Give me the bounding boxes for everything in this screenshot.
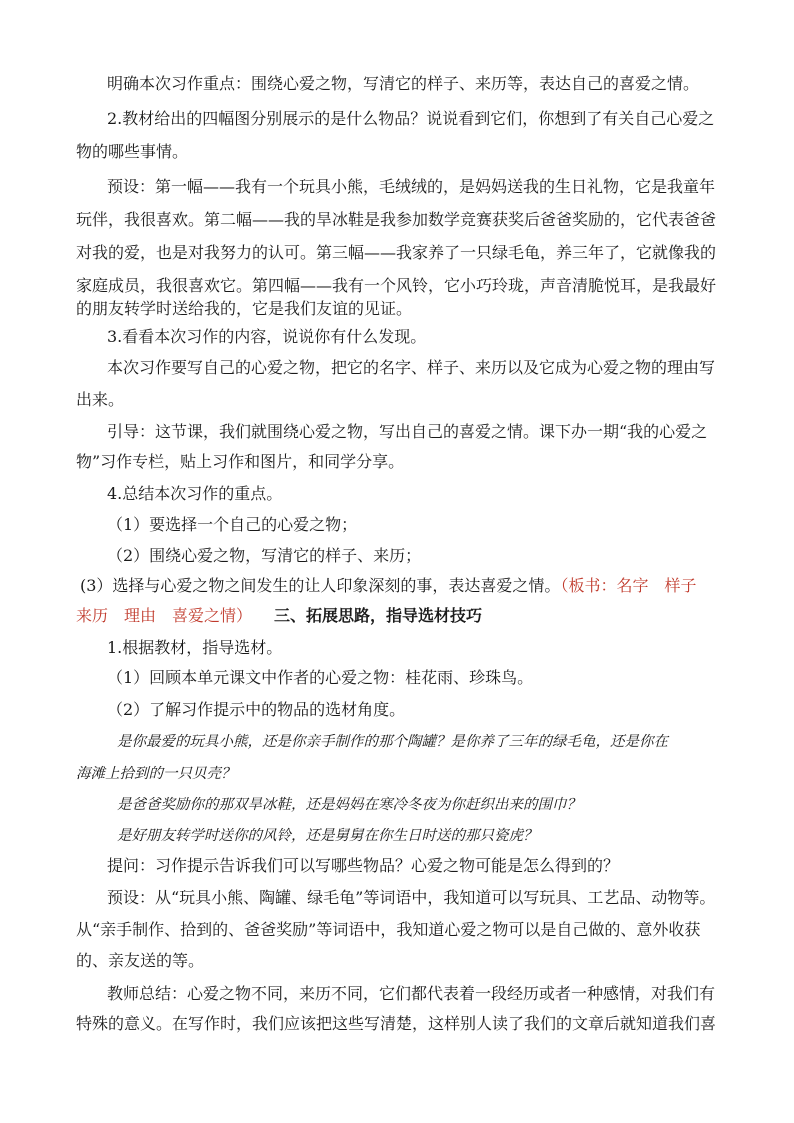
paragraph-line: 物的哪些事情。 [76, 142, 189, 161]
preset-answer-line: 预设：从“玩具小熊、陶罐、绿毛龟”等词语中，我知道可以写玩具、工艺品、动物等。 [107, 888, 716, 907]
question-line: 提问：习作提示告诉我们可以写哪些物品？心爱之物可能是怎么得到的？ [107, 856, 620, 875]
list-item: （2）围绕心爱之物，写清它的样子、来历； [107, 546, 422, 565]
list-item: （2）了解习作提示中的物品的选材角度。 [107, 700, 406, 719]
paragraph-line: 特殊的意义。在写作时，我们应该把这些写清楚，这样别人读了我们的文章后就知道我们喜 [76, 1014, 717, 1033]
teacher-summary-line: 教师总结：心爱之物不同，来历不同，它们都代表着一段经历或者一种感情，对我们有 [107, 984, 716, 1003]
paragraph-line: 玩伴，我很喜欢。第二幅——我的旱冰鞋是我参加数学竞赛获奖后爸爸奖励的，它代表爸爸 [76, 210, 717, 229]
board-note: （板书：名字 样子 [560, 576, 697, 595]
paragraph-line: 从“亲手制作、拾到的、爸爸奖励”等词语中，我知道心爱之物可以是自己做的、意外收获 [76, 920, 701, 939]
preset-answer-line: 预设：第一幅——我有一个玩具小熊，毛绒绒的，是妈妈送我的生日礼物，它是我童年 [107, 177, 716, 196]
quote-line: 是好朋友转学时送你的风铃，还是舅舅在你生日时送的那只瓷虎？ [117, 828, 538, 844]
question-2-line: 2.教材给出的四幅图分别展示的是什么物品？说说看到它们，你想到了有关自己心爱之 [107, 109, 715, 128]
question-4-line: 4.总结本次习作的重点。 [107, 484, 283, 503]
quote-line: 是爸爸奖励你的那双旱冰鞋，还是妈妈在寒冷冬夜为你赶织出来的围巾？ [117, 797, 581, 813]
paragraph-line: 家庭成员，我很喜欢它。第四幅——我有一个风铃，它小巧玲珑，声音清脆悦耳，是我最好 [76, 276, 717, 295]
quote-line: 海滩上拾到的一只贝壳？ [76, 766, 236, 782]
list-item-text: (3）选择与心爱之物之间发生的让人印象深刻的事，表达喜爱之情。 [80, 576, 561, 595]
guidance-line: 引导：这节课，我们就围绕心爱之物，写出自己的喜爱之情。课下办一期“我的心爱之 [107, 422, 708, 441]
paragraph-line: 的朋友转学时送给我的，它是我们友谊的见证。 [76, 299, 413, 318]
board-note: 来历 理由 喜爱之情） [76, 606, 253, 625]
paragraph-line: 的、亲友送的等。 [76, 951, 205, 970]
paragraph-line: 明确本次习作重点：围绕心爱之物，写清它的样子、来历等，表达自己的喜爱之情。 [107, 74, 700, 93]
list-item: （1）回顾本单元课文中作者的心爱之物：桂花雨、珍珠鸟。 [107, 668, 534, 687]
paragraph-line: 本次习作要写自己的心爱之物，把它的名字、样子、来历以及它成为心爱之物的理由写 [107, 358, 716, 377]
list-item [80, 576, 696, 596]
paragraph-line: 对我的爱，也是对我努力的认可。第三幅——我家养了一只绿毛龟，养三年了，它就像我的 [76, 243, 717, 262]
list-item: （1）要选择一个自己的心爱之物； [107, 515, 358, 534]
board-note-line [76, 606, 482, 626]
quote-line: 是你最爱的玩具小熊，还是你亲手制作的那个陶罐？是你养了三年的绿毛龟，还是你在 [117, 734, 668, 750]
paragraph-line: 出来。 [76, 390, 125, 409]
section-heading: 三、拓展思路，指导选材技巧 [274, 606, 483, 625]
paragraph-line: 物”习作专栏，贴上习作和图片，和同学分享。 [76, 452, 405, 471]
question-3-line: 3.看看本次习作的内容，说说你有什么发现。 [107, 327, 427, 346]
paragraph-line: 1.根据教材，指导选材。 [107, 638, 283, 657]
